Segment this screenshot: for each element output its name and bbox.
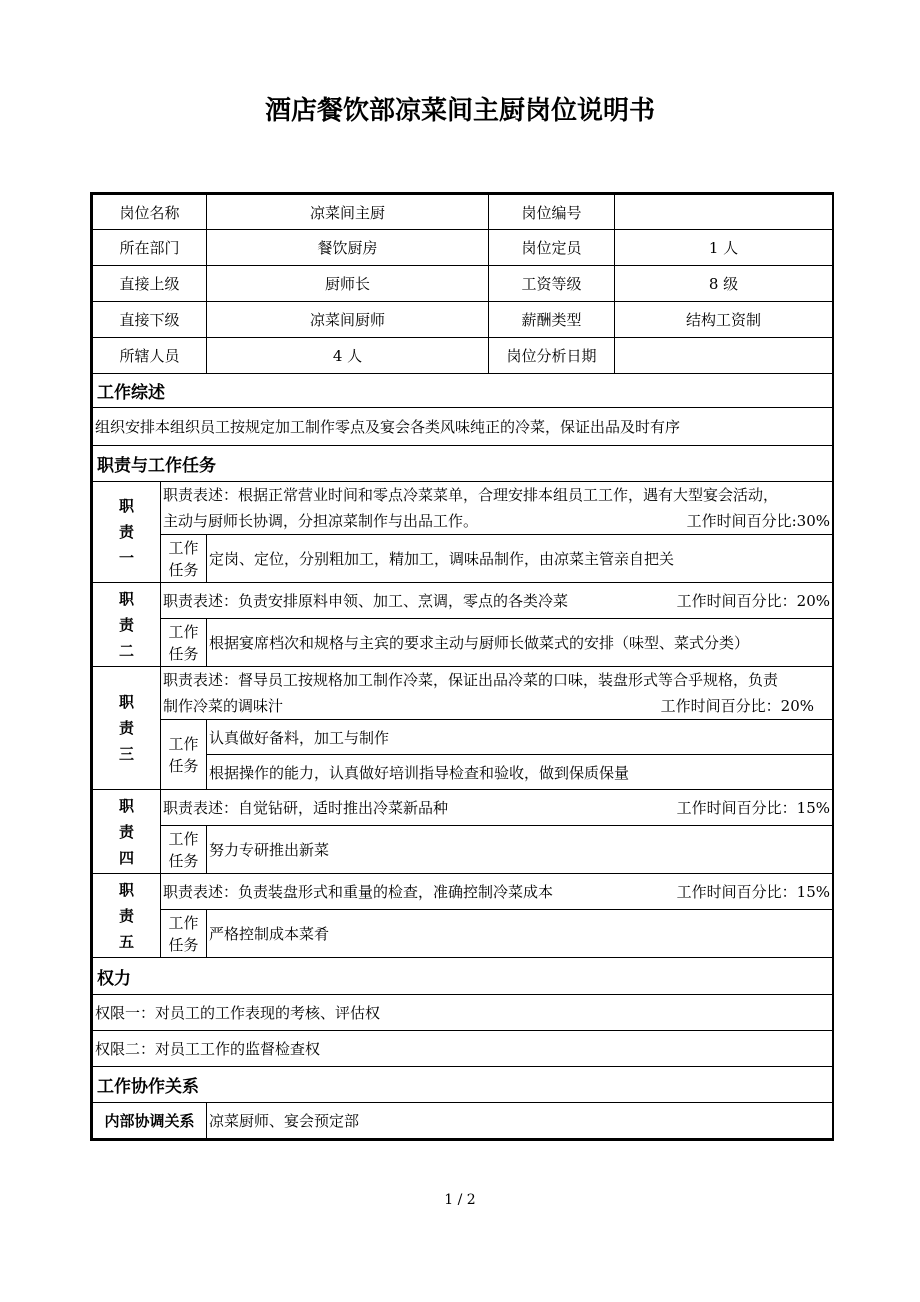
duty-row (93, 667, 833, 720)
duty-percent: 工作时间百分比:30% (686, 512, 831, 530)
summary-heading-row (93, 374, 833, 408)
cooperation-heading-row (93, 1067, 833, 1103)
internal-coordination-value: 凉菜厨师、宴会预定部 (207, 1103, 833, 1139)
duty-description: 职责表述：督导员工按规格加工制作冷菜，保证出品冷菜的口味，装盘形式等合乎规格，负责 制作冷菜的调味汁 工作时间百分比：20% (161, 667, 833, 720)
task-row (93, 619, 833, 667)
job-description-table (90, 192, 834, 1141)
authority-heading-row (93, 958, 833, 995)
info-row (93, 338, 833, 374)
duty-percent: 工作时间百分比：20% (660, 697, 815, 715)
internal-coordination-label: 内部协调关系 (93, 1103, 207, 1139)
grid (92, 194, 833, 1139)
duty-description: 职责表述：根据正常营业时间和零点冷菜菜单，合理安排本组员工工作，遇有大型宴会活动， 主动与厨师长协调，分担凉菜制作与出品工作。 工作时间百分比:30% (161, 482, 833, 535)
info-label: 岗位编号 (489, 195, 615, 230)
info-label: 直接上级 (93, 266, 207, 302)
info-row (93, 302, 833, 338)
info-value (615, 338, 833, 374)
info-value: 1 人 (615, 230, 833, 266)
task-text: 根据宴席档次和规格与主宾的要求主动与厨师长做菜式的安排（味型、菜式分类） (207, 619, 833, 667)
info-value: 4 人 (207, 338, 489, 374)
duty-row (93, 790, 833, 826)
info-label: 所辖人员 (93, 338, 207, 374)
task-row (93, 720, 833, 755)
info-value: 结构工资制 (615, 302, 833, 338)
duty-percent: 工作时间百分比：20% (676, 591, 831, 610)
duties-heading-row (93, 446, 833, 482)
task-label: 工作 任务 (161, 910, 207, 958)
info-value: 8 级 (615, 266, 833, 302)
duty-number: 职 责 五 (93, 874, 161, 958)
task-row (93, 535, 833, 583)
cooperation-row (93, 1103, 833, 1139)
info-label: 薪酬类型 (489, 302, 615, 338)
section-heading: 权力 (93, 958, 833, 995)
task-label: 工作 任务 (161, 619, 207, 667)
info-value: 凉菜间厨师 (207, 302, 489, 338)
task-text: 根据操作的能力，认真做好培训指导检查和验收，做到保质保量 (207, 755, 833, 790)
info-label: 工资等级 (489, 266, 615, 302)
duty-description: 职责表述：负责安排原料申领、加工、烹调，零点的各类冷菜 工作时间百分比：20% (161, 583, 833, 619)
info-label: 岗位名称 (93, 195, 207, 230)
task-text: 认真做好备料，加工与制作 (207, 720, 833, 755)
info-label: 直接下级 (93, 302, 207, 338)
duty-row (93, 583, 833, 619)
duty-description: 职责表述：负责装盘形式和重量的检查，准确控制冷菜成本 工作时间百分比：15% (161, 874, 833, 910)
authority-row (93, 995, 833, 1031)
authority-row (93, 1031, 833, 1067)
authority-item: 权限二：对员工工作的监督检查权 (93, 1031, 833, 1067)
page-title: 酒店餐饮部凉菜间主厨岗位说明书 (264, 96, 655, 126)
section-heading: 工作综述 (93, 374, 833, 408)
task-label: 工作 任务 (161, 720, 207, 790)
info-value: 厨师长 (207, 266, 489, 302)
task-text: 努力专研推出新菜 (207, 826, 833, 874)
duty-percent: 工作时间百分比：15% (676, 798, 831, 817)
info-row (93, 230, 833, 266)
info-label: 岗位分析日期 (489, 338, 615, 374)
page-indicator: 1 / 2 (444, 1192, 476, 1208)
task-label: 工作 任务 (161, 826, 207, 874)
task-row (93, 826, 833, 874)
info-value (615, 195, 833, 230)
duty-percent: 工作时间百分比：15% (676, 882, 831, 901)
duty-description: 职责表述：自觉钻研，适时推出冷菜新品种 工作时间百分比：15% (161, 790, 833, 826)
task-text: 严格控制成本菜肴 (207, 910, 833, 958)
duty-number: 职 责 二 (93, 583, 161, 667)
duty-row (93, 874, 833, 910)
info-label: 岗位定员 (489, 230, 615, 266)
duty-row (93, 482, 833, 535)
info-value: 凉菜间主厨 (207, 195, 489, 230)
task-row (93, 910, 833, 958)
section-heading: 工作协作关系 (93, 1067, 833, 1103)
duty-number: 职 责 一 (93, 482, 161, 583)
section-heading: 职责与工作任务 (93, 446, 833, 482)
task-label: 工作 任务 (161, 535, 207, 583)
duty-number: 职 责 三 (93, 667, 161, 790)
info-row (93, 195, 833, 230)
summary-text-row (93, 408, 833, 446)
info-row (93, 266, 833, 302)
info-label: 所在部门 (93, 230, 207, 266)
authority-item: 权限一：对员工的工作表现的考核、评估权 (93, 995, 833, 1031)
info-value: 餐饮厨房 (207, 230, 489, 266)
duty-number: 职 责 四 (93, 790, 161, 874)
task-text: 定岗、定位，分别粗加工，精加工，调味品制作，由凉菜主管亲自把关 (207, 535, 833, 583)
summary-text: 组织安排本组织员工按规定加工制作零点及宴会各类风味纯正的冷菜，保证出品及时有序 (93, 408, 833, 446)
